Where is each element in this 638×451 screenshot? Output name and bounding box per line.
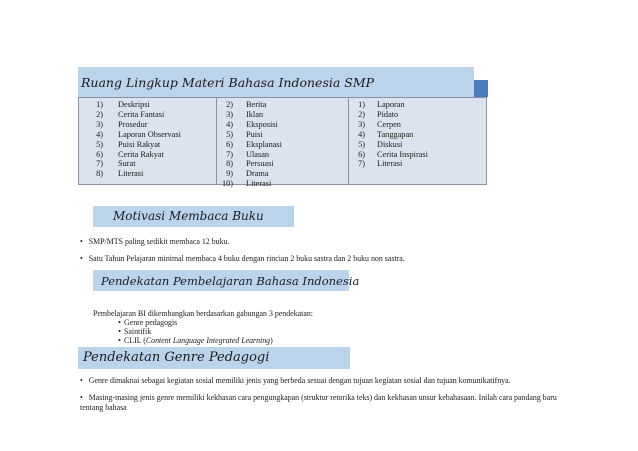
materi-item [349,150,486,160]
genre-bullet-text: Masing-masing jenis genre memiliki kekhasan cara pengungkapan (struktur retorika teks) dan kekhasan unsur kebahasaan. Inilah cara pandang baru tentang bahasa [80,393,557,412]
bullet-symbol: • [80,254,83,263]
materi-item-number: 2) [226,100,233,109]
materi-item-label: Pidato [377,109,399,119]
materi-item [79,159,216,169]
materi-item-label: Deskripsi [118,100,150,109]
materi-item-label: Cerpen [377,119,401,129]
materi-item [79,169,216,179]
materi-item-number: 4) [226,119,233,129]
materi-item-number: 7) [96,159,103,169]
materi-item-number: 1) [96,100,103,109]
materi-item-number: 3) [96,119,103,129]
materi-item-label: Literasi [118,169,144,179]
pendekatan-intro: Pembelajaran BI dikembangkan berdasarkan gabungan 3 pendekatan: [93,309,313,318]
pendekatan-list [118,318,273,346]
materi-item-number: 9) [226,169,233,179]
materi-item-label: Cerita Inspirasi [377,149,428,159]
pendekatan-heading: Pendekatan Pembelajaran Bahasa Indonesia [93,270,349,291]
materi-item-label: Puisi [246,129,263,139]
materi-item-number: 3) [358,119,365,129]
materi-item-label: Eksposisi [246,119,278,129]
materi-item-number: 1) [358,100,365,109]
materi-item-number: 6) [226,139,233,149]
materi-item-label: Laporan Observasi [118,129,181,139]
materi-item-number: 8) [226,159,233,169]
materi-item [349,120,486,130]
materi-item [217,100,348,110]
materi-item-label: Literasi [246,179,272,189]
clil-label: CLIL ( [124,336,146,346]
genre-bullet-1 [80,376,511,386]
materi-item [79,120,216,130]
materi-item-label: Ulasan [246,149,270,159]
genre-bullet-2 [80,393,580,413]
materi-item-number: 5) [358,139,365,149]
materi-item [217,140,348,150]
materi-item-number: 7) [358,159,365,169]
motivasi-bullet-2 [80,254,405,264]
materi-item-number: 6) [358,149,365,159]
bullet-symbol: • [80,393,83,402]
genre-heading: Pendekatan Genre Pedagogi [78,347,350,369]
materi-item-label: Surat [118,159,136,169]
materi-item-number: 4) [358,129,365,139]
motivasi-bullet-1 [80,237,229,247]
materi-item-label: Iklan [246,109,264,119]
materi-item [217,120,348,130]
materi-item [217,159,348,169]
materi-column-3 [348,98,486,184]
pendekatan-item-clil [118,336,273,345]
motivasi-bullet-text: SMP/MTS paling sedikit membaca 12 buku. [88,237,230,246]
materi-item [217,130,348,140]
pendekatan-item: • Genre pedagogis [118,318,273,327]
motivasi-heading: Motivasi Membaca Buku [93,206,294,227]
materi-item-label: Drama [246,169,269,179]
materi-column-2 [216,98,348,189]
motivasi-bullet-text: Satu Tahun Pelajaran minimal membaca 4 buku dengan rincian 2 buku sastra dan 2 buku non sastra. [88,254,405,263]
materi-item-number: 4) [96,129,103,139]
materi-item-label: Diskusi [377,139,403,149]
materi-item [217,169,348,179]
bullet-symbol: • [80,376,83,385]
materi-item [349,130,486,140]
materi-item-number: 5) [96,139,103,149]
clil-close: ) [270,336,273,346]
materi-item-label: Laporan [377,100,405,109]
materi-item-label: Prosedur [118,119,148,129]
clil-full-name: Content Language Integrated Learning [145,336,271,346]
materi-item-label: Cerita Rakyat [118,149,164,159]
materi-item-number: 5) [226,129,233,139]
materi-item [349,159,486,169]
materi-item-label: Literasi [377,159,403,169]
pendekatan-item: • Saintifik [118,327,273,336]
materi-item-number: 10) [221,179,233,189]
materi-item [79,110,216,120]
materi-item [79,130,216,140]
materi-item-number: 2) [358,109,365,119]
materi-item [217,150,348,160]
bullet-symbol: • [80,237,83,246]
title-accent-block [474,80,488,97]
materi-item [79,140,216,150]
materi-item-label: Cerita Fantasi [118,109,165,119]
materi-item-label: Tanggapan [377,129,414,139]
materi-column-1 [79,98,216,184]
materi-item [349,140,486,150]
materi-item-label: Persuasi [246,159,274,169]
materi-table [78,97,487,189]
materi-item [79,150,216,160]
materi-item-label: Puisi Rakyat [118,139,161,149]
materi-item-number: 8) [96,169,103,179]
materi-item-number: 7) [226,149,233,159]
materi-item [349,110,486,120]
materi-item-number: 2) [96,109,103,119]
genre-bullet-text: Genre dimaknai sebagai kegiatan sosial memiliki jenis yang berbeda sesuai dengan tujuan kegiatan sosial dan tujuan komunikatifnya. [88,376,511,385]
materi-item [217,110,348,120]
materi-item-label: Berita [246,100,267,109]
materi-item [349,100,486,110]
section-title-ruang-lingkup: Ruang Lingkup Materi Bahasa Indonesia SMP [78,67,474,97]
materi-item-number: 3) [226,109,233,119]
materi-item-number: 6) [96,149,103,159]
materi-item [79,100,216,110]
materi-item-label: Eksplanasi [246,139,282,149]
materi-item [217,179,348,189]
